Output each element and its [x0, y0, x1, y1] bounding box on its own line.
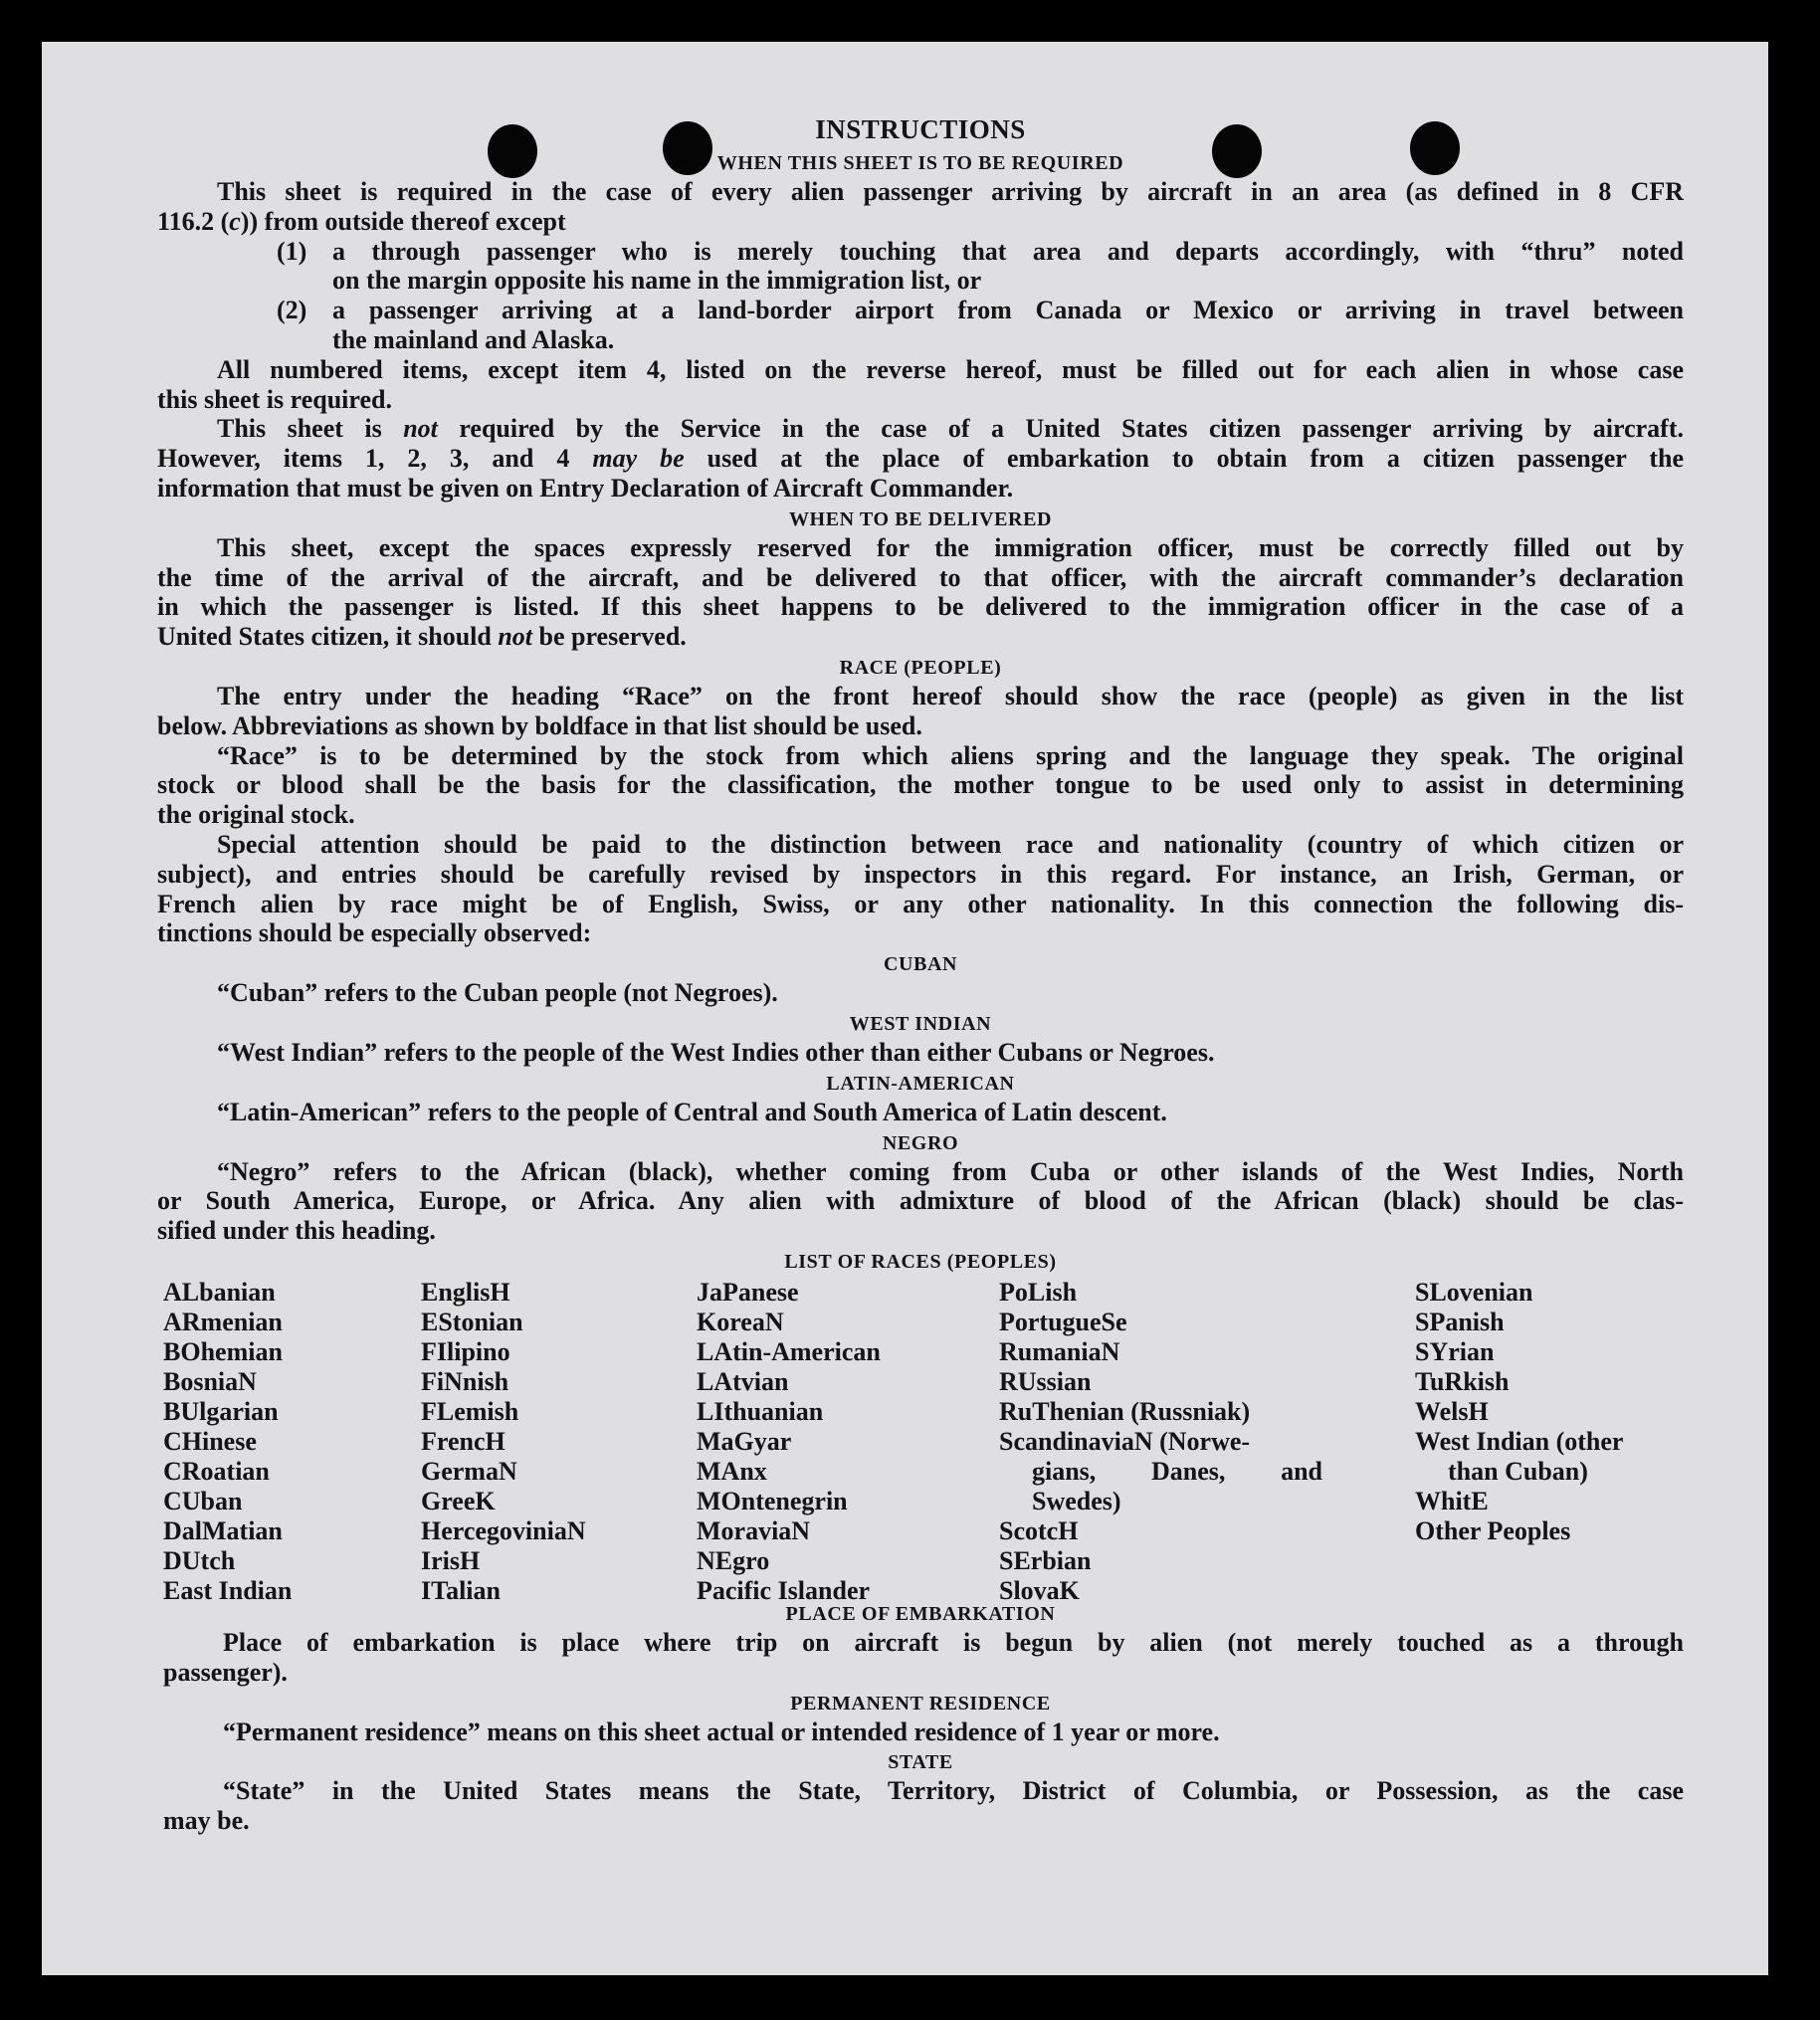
- paragraph: [157, 533, 1684, 652]
- race-entry: KoreaN: [697, 1307, 784, 1336]
- race-entry: FIlipino: [421, 1336, 510, 1366]
- race-entry: LIthuanian: [697, 1396, 824, 1426]
- race-entry: EStonian: [421, 1307, 523, 1336]
- race-entry: JaPanese: [697, 1277, 799, 1307]
- race-column: [1415, 1278, 1679, 1546]
- paragraph: [157, 830, 1684, 948]
- race-entry: Pacific Islander: [697, 1575, 871, 1605]
- text-line: Place of embarkation is place where trip on aircraft is begun by alien (not merely touched as a through: [223, 1627, 1684, 1657]
- race-column: [697, 1278, 985, 1606]
- paragraph: [157, 1038, 1684, 1068]
- race-entry: WhitE: [1415, 1486, 1489, 1515]
- page-title: INSTRUCTIONS: [815, 114, 1026, 144]
- paragraph: [157, 414, 1684, 503]
- race-entry: FrencH: [421, 1426, 506, 1456]
- text-line: This sheet, except the spaces expressly reserved for the immigration officer, must be correctly filled out by: [217, 532, 1684, 562]
- race-entry: West Indian (other: [1415, 1426, 1624, 1456]
- race-entry: ITalian: [421, 1575, 501, 1605]
- text-line: on the margin opposite his name in the immigration list, or: [332, 266, 982, 296]
- text-line: “Latin-American” refers to the people of Central and South America of Latin descent.: [217, 1097, 1167, 1126]
- race-entry: CHinese: [163, 1426, 257, 1456]
- italic-text: not: [498, 622, 533, 652]
- race-entry: ARmenian: [163, 1307, 283, 1336]
- section-heading: WEST INDIAN: [849, 1012, 992, 1035]
- race-entry: IrisH: [421, 1545, 481, 1575]
- paragraph: [157, 1157, 1684, 1246]
- item-number: (1): [277, 236, 307, 266]
- text-line: “West Indian” refers to the people of the West Indies other than either Cubans or Negroes.: [217, 1037, 1215, 1067]
- race-entry: SPanish: [1415, 1307, 1505, 1336]
- race-entry: DUtch: [163, 1545, 236, 1575]
- text-line: in which the passenger is listed. If this sheet happens to be delivered to the immigration officer in the case of a: [157, 592, 1684, 622]
- race-entry: gians, Danes, and: [1032, 1456, 1322, 1486]
- race-entry: EnglisH: [421, 1277, 510, 1307]
- text-line: United States citizen, it should not be preserved.: [157, 622, 687, 652]
- text-line: below. Abbreviations as shown by boldface in that list should be used.: [157, 710, 922, 740]
- race-entry: ScotcH: [999, 1515, 1079, 1545]
- italic-text: c: [229, 206, 241, 236]
- section-heading: LIST OF RACES (PEOPLES): [784, 1250, 1057, 1273]
- race-column: [421, 1278, 690, 1606]
- race-entry: PortugueSe: [999, 1307, 1127, 1336]
- text-line: the time of the arrival of the aircraft, and be delivered to that officer, with the aircraft commander’s declaration: [157, 562, 1684, 592]
- section-heading: PERMANENT RESIDENCE: [790, 1692, 1051, 1715]
- race-entry: SYrian: [1415, 1336, 1495, 1366]
- race-entry: BUlgarian: [163, 1396, 279, 1426]
- race-entry: Swedes): [1032, 1486, 1121, 1515]
- numbered-item: [157, 237, 1684, 297]
- text-line: subject), and entries should be carefully revised by inspectors in this regard. For instance, an Irish, German, or: [157, 859, 1684, 889]
- race-entry: BOhemian: [163, 1336, 283, 1366]
- text-line: 116.2 (c)) from outside thereof except: [157, 206, 566, 236]
- paragraph: [157, 355, 1684, 415]
- race-entry: MAnx: [697, 1456, 767, 1486]
- paragraph: [157, 682, 1684, 741]
- section-heading: CUBAN: [883, 953, 958, 976]
- race-column: [163, 1278, 402, 1606]
- race-entry: RumaniaN: [999, 1336, 1120, 1366]
- section-heading: NEGRO: [882, 1131, 959, 1154]
- italic-text: may be: [592, 444, 685, 474]
- section-heading: WHEN TO BE DELIVERED: [788, 507, 1053, 530]
- race-entry: CUban: [163, 1486, 243, 1515]
- text-line: This sheet is required in the case of every alien passenger arriving by aircraft in an area (as defined in 8 CFR: [217, 177, 1684, 206]
- paragraph: [157, 1776, 1684, 1836]
- text-line: information that must be given on Entry Declaration of Aircraft Commander.: [157, 473, 1014, 503]
- race-entry: MOntenegrin: [697, 1486, 848, 1515]
- race-entry: East Indian: [163, 1575, 293, 1605]
- text-line: the mainland and Alaska.: [332, 324, 615, 354]
- paragraph: [157, 1717, 1684, 1747]
- instruction-sections: [157, 147, 1684, 1836]
- race-entry: BosniaN: [163, 1366, 257, 1396]
- text-line: “State” in the United States means the State, Territory, District of Columbia, or Possession, as the case: [223, 1776, 1684, 1806]
- numbered-item: [157, 296, 1684, 355]
- section-heading: STATE: [888, 1751, 953, 1774]
- text-line: may be.: [163, 1806, 250, 1836]
- race-entry: SLovenian: [1415, 1277, 1533, 1307]
- race-entry: RuThenian (Russniak): [999, 1396, 1251, 1426]
- race-entry: than Cuban): [1448, 1456, 1588, 1486]
- paragraph: [157, 1098, 1684, 1127]
- race-entry: ALbanian: [163, 1277, 276, 1307]
- text-line: “Cuban” refers to the Cuban people (not Negroes).: [217, 978, 778, 1008]
- text-line: stock or blood shall be the basis for the classification, the mother tongue to be used only to assist in determining: [157, 770, 1684, 800]
- text-line: The entry under the heading “Race” on the front hereof should show the race (people) as given in the list: [217, 681, 1684, 710]
- race-entry: GermaN: [421, 1456, 517, 1486]
- section-heading: WHEN THIS SHEET IS TO BE REQUIRED: [716, 152, 1124, 174]
- paragraph: [157, 177, 1684, 237]
- race-entry: GreeK: [421, 1486, 496, 1515]
- text-line: tinctions should be especially observed:: [157, 918, 592, 948]
- race-entry: DalMatian: [163, 1515, 283, 1545]
- race-entry: MoraviaN: [697, 1515, 811, 1545]
- text-line: “Permanent residence” means on this sheet actual or intended residence of 1 year or more.: [223, 1717, 1220, 1746]
- italic-text: not: [403, 414, 438, 444]
- text-line: Special attention should be paid to the distinction between race and nationality (country of which citizen or: [217, 829, 1684, 859]
- text-line: this sheet is required.: [157, 384, 392, 414]
- text-line: sified under this heading.: [157, 1216, 436, 1246]
- race-entry: CRoatian: [163, 1456, 270, 1486]
- race-entry: LAtin-American: [697, 1336, 881, 1366]
- text-line: “Negro” refers to the African (black), whether coming from Cuba or other islands of the West Indies, North: [217, 1156, 1684, 1186]
- text-line: a passenger arriving at a land-border airport from Canada or Mexico or arriving in travel between: [332, 296, 1684, 325]
- race-column: [999, 1278, 1322, 1606]
- race-entry: ScandinaviaN (Norwe-: [999, 1426, 1251, 1456]
- paragraph: [157, 741, 1684, 830]
- race-entry: TuRkish: [1415, 1366, 1510, 1396]
- race-entry: SErbian: [999, 1545, 1092, 1575]
- text-line: All numbered items, except item 4, listed on the reverse hereof, must be filled out for each alien in whose case: [217, 354, 1684, 384]
- paragraph: [157, 978, 1684, 1008]
- item-number: (2): [277, 296, 307, 325]
- text-line: This sheet is not required by the Service in the case of a United States citizen passenger arriving by aircraft.: [217, 414, 1684, 444]
- text-line: passenger).: [163, 1657, 288, 1687]
- race-entry: FiNnish: [421, 1366, 509, 1396]
- race-entry: NEgro: [697, 1545, 770, 1575]
- race-entry: WelsH: [1415, 1396, 1489, 1426]
- race-entry: LAtvian: [697, 1366, 789, 1396]
- text-line: the original stock.: [157, 800, 355, 830]
- race-entry: SlovaK: [999, 1575, 1080, 1605]
- text-line: or South America, Europe, or Africa. Any alien with admixture of blood of the African (black) should be clas-: [157, 1186, 1684, 1216]
- section-heading: RACE (PEOPLE): [839, 656, 1002, 679]
- race-entry: PoLish: [999, 1277, 1078, 1307]
- race-entry: Other Peoples: [1415, 1515, 1571, 1545]
- race-entry: MaGyar: [697, 1426, 792, 1456]
- race-entry: FLemish: [421, 1396, 519, 1426]
- race-entry: RUssian: [999, 1366, 1092, 1396]
- paragraph: [157, 1628, 1684, 1688]
- text-line: However, items 1, 2, 3, and 4 may be used at the place of embarkation to obtain from a citizen passenger the: [157, 444, 1684, 474]
- text-line: a through passenger who is merely touching that area and departs accordingly, with “thru” noted: [332, 236, 1684, 266]
- text-line: “Race” is to be determined by the stock from which aliens spring and the language they speak. The original: [217, 740, 1684, 770]
- race-entry: HercegoviniaN: [421, 1515, 586, 1545]
- race-list: [157, 1277, 1684, 1605]
- instructions-text: [157, 111, 1684, 1836]
- section-heading: LATIN-AMERICAN: [826, 1072, 1015, 1095]
- text-line: French alien by race might be of English, Swiss, or any other nationality. In this connection the following dis-: [157, 889, 1684, 918]
- section-heading: PLACE OF EMBARKATION: [785, 1602, 1056, 1625]
